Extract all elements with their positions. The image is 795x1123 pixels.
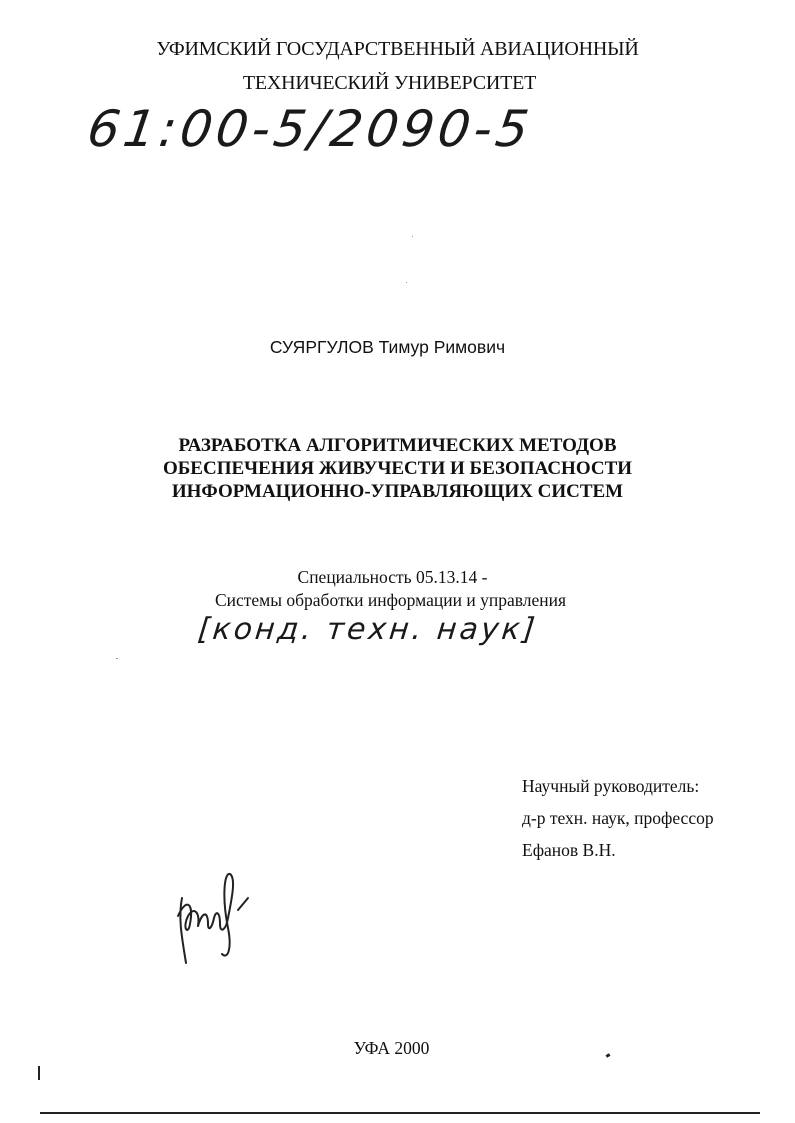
supervisor-degree: д-р техн. наук, профессор: [522, 808, 714, 828]
scan-artifact-dot: [412, 236, 413, 237]
city-year: УФА 2000: [353, 1038, 430, 1058]
supervisor-label: Научный руководитель:: [522, 776, 700, 796]
handwritten-catalog-code: 61:00-5/2090-5: [83, 100, 536, 158]
thesis-title-line1: РАЗРАБОТКА АЛГОРИТМИЧЕСКИХ МЕТОДОВ: [178, 435, 617, 456]
scan-artifact-dot: [406, 282, 407, 283]
supervisor-name: Ефанов В.Н.: [522, 840, 616, 860]
author-name: СУЯРГУЛОВ Тимур Римович: [269, 337, 506, 357]
handwritten-degree-note: [конд. техн. наук]: [196, 612, 540, 647]
specialty-name: Системы обработки информации и управления: [214, 590, 567, 610]
university-name-line2: ТЕХНИЧЕСКИЙ УНИВЕРСИТЕТ: [242, 72, 537, 94]
signature: [168, 868, 258, 973]
bottom-rule: [40, 1112, 760, 1114]
university-name-line1: УФИМСКИЙ ГОСУДАРСТВЕННЫЙ АВИАЦИОННЫЙ: [156, 38, 639, 60]
scan-artifact-dot: [116, 658, 118, 659]
scan-artifact-mark: [38, 1066, 40, 1080]
thesis-title-line3: ИНФОРМАЦИОННО-УПРАВЛЯЮЩИХ СИСТЕМ: [171, 481, 624, 502]
thesis-title-line2: ОБЕСПЕЧЕНИЯ ЖИВУЧЕСТИ И БЕЗОПАСНОСТИ: [162, 458, 633, 479]
specialty-code: Специальность 05.13.14 -: [297, 567, 488, 587]
